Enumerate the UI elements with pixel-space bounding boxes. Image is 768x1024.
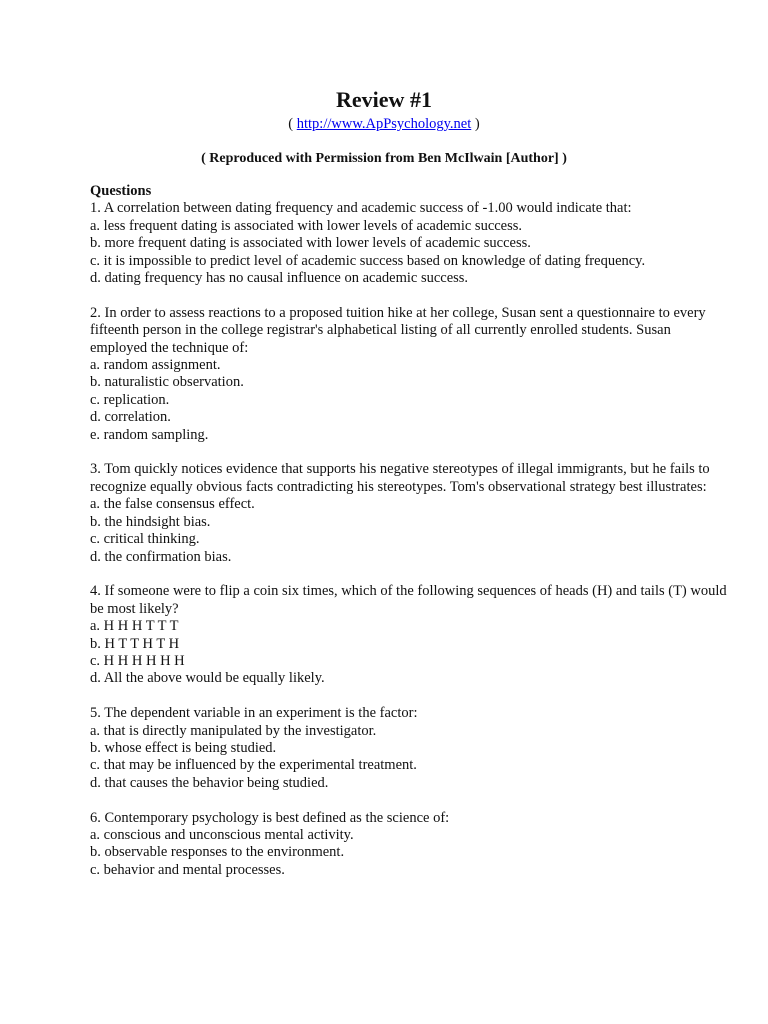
answer-option: d. dating frequency has no causal influence on academic success. (90, 270, 469, 287)
answer-option: d. the confirmation bias. (90, 548, 232, 565)
answer-option: c. replication. (90, 391, 170, 408)
questions-heading: Questions (90, 183, 152, 199)
question-6 (90, 810, 730, 880)
question-1 (90, 200, 730, 287)
answer-option: c. critical thinking. (90, 531, 200, 548)
answer-option: a. the false consensus effect. (90, 496, 255, 513)
answer-option: b. the hindsight bias. (90, 513, 211, 530)
source-link[interactable]: http://www.ApPsychology.net (296, 116, 472, 132)
answer-option: c. H H H H H H (90, 652, 185, 669)
answer-option: d. that causes the behavior being studied. (90, 774, 329, 791)
question-3 (90, 461, 730, 565)
answer-option: b. whose effect is being studied. (90, 739, 277, 756)
answer-option: c. it is impossible to predict level of academic success based on knowledge of dating frequency. (90, 252, 646, 269)
answer-option: b. H T T H T H (90, 635, 180, 652)
answer-option: a. conscious and unconscious mental activity. (90, 826, 354, 843)
answer-option: a. random assignment. (90, 357, 221, 374)
answer-option: e. random sampling. (90, 426, 209, 443)
question-text: 3. Tom quickly notices evidence that supports his negative stereotypes of illegal immigrants, but he fails to recognize equally obvious facts contradicting his stereotypes. Tom's observational strategy best illustrates: (90, 461, 710, 495)
question-text: 1. A correlation between dating frequency and academic success of -1.00 would indicate that: (90, 200, 632, 217)
question-text: 5. The dependent variable in an experiment is the factor: (90, 705, 418, 722)
question-text: 6. Contemporary psychology is best defined as the science of: (90, 809, 450, 826)
answer-option: b. observable responses to the environment. (90, 844, 345, 861)
answer-option: b. more frequent dating is associated with lower levels of academic success. (90, 235, 531, 252)
permission-notice: ( Reproduced with Permission from Ben McIlwain [Author] ) (201, 151, 567, 166)
source-suffix: ) (471, 116, 480, 132)
answer-option: a. less frequent dating is associated with lower levels of academic success. (90, 217, 523, 234)
question-5 (90, 705, 730, 792)
question-text: 4. If someone were to flip a coin six times, which of the following sequences of heads (H) and tails (T) would be most likely? (90, 583, 727, 617)
questions-section (90, 183, 730, 897)
document-title: Review #1 (336, 87, 432, 112)
source-line (0, 115, 768, 133)
answer-option: d. All the above would be equally likely. (90, 670, 325, 687)
question-2 (90, 305, 730, 444)
answer-option: c. that may be influenced by the experimental treatment. (90, 757, 417, 774)
answer-option: b. naturalistic observation. (90, 374, 244, 391)
answer-option: d. correlation. (90, 409, 171, 426)
question-text: 2. In order to assess reactions to a proposed tuition hike at her college, Susan sent a questionnaire to every fifteenth person in the college registrar's alphabetical listing of all currently enrolled students. Susan employed the technique of: (90, 304, 706, 356)
question-4 (90, 583, 730, 687)
answer-option: a. H H H T T T (90, 618, 179, 635)
source-prefix: ( (288, 116, 297, 132)
answer-option: a. that is directly manipulated by the investigator. (90, 722, 377, 739)
answer-option: c. behavior and mental processes. (90, 861, 285, 878)
